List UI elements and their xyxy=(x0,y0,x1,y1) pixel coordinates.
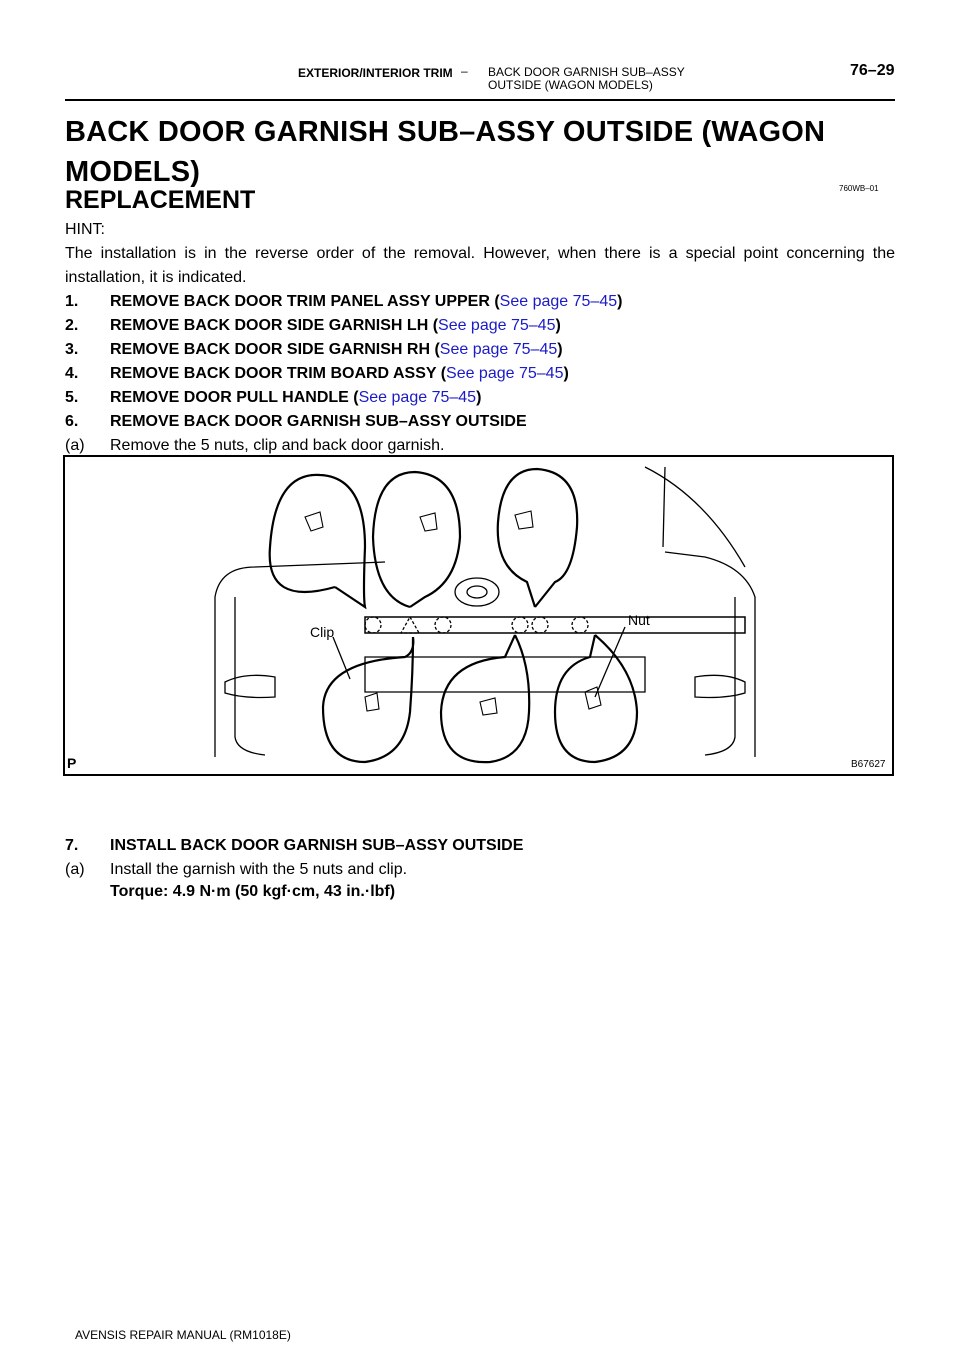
substep-a-install xyxy=(65,858,407,882)
header-subsection-line1: BACK DOOR GARNISH SUB–ASSY xyxy=(488,65,685,79)
substep-text: Install the garnish with the 5 nuts and clip. xyxy=(110,861,408,878)
see-page-link[interactable]: See page 75–45 xyxy=(446,365,564,382)
step-text: REMOVE BACK DOOR GARNISH SUB–ASSY OUTSIDE xyxy=(110,413,527,430)
corner-mark: P xyxy=(67,755,77,771)
hint-body: The installation is in the reverse order of the removal. However, when there is a special point concerning the installation, it is indicated. xyxy=(65,245,895,286)
step-text: REMOVE BACK DOOR SIDE GARNISH RH ( xyxy=(110,341,440,358)
step-close: ) xyxy=(563,365,569,382)
see-page-link[interactable]: See page 75–45 xyxy=(438,317,556,334)
step-text: REMOVE BACK DOOR TRIM PANEL ASSY UPPER ( xyxy=(110,293,500,310)
callout-bubble-lower-2 xyxy=(441,635,529,762)
emblem-icon xyxy=(455,578,499,606)
left-lamp-lens xyxy=(225,675,275,697)
header-rule xyxy=(65,99,895,101)
nut-marker xyxy=(435,617,451,633)
step-number: 4. xyxy=(65,365,79,382)
step-close: ) xyxy=(617,293,623,310)
header-separator: – xyxy=(461,64,468,78)
hint-label: HINT: xyxy=(65,221,105,238)
illustration-frame xyxy=(63,455,894,776)
clip-marker xyxy=(401,617,419,633)
step-4 xyxy=(65,362,569,386)
callout-bubble-upper-1 xyxy=(270,475,365,607)
car-window-line xyxy=(663,467,665,547)
step-1 xyxy=(65,290,622,314)
clip-detail xyxy=(305,512,323,531)
label-nut: Nut xyxy=(628,612,650,628)
license-plate-recess xyxy=(365,657,645,692)
header-subsection-line2: OUTSIDE (WAGON MODELS) xyxy=(488,78,653,92)
step-close: ) xyxy=(557,341,563,358)
label-clip: Clip xyxy=(310,624,335,640)
nut-marker xyxy=(365,617,381,633)
substep-letter: (a) xyxy=(65,437,85,454)
torque-spec: Torque: 4.9 N·m (50 kgf·cm, 43 in.·lbf) xyxy=(110,883,396,900)
step-text: INSTALL BACK DOOR GARNISH SUB–ASSY OUTSIDE xyxy=(110,837,524,854)
step-number: 1. xyxy=(65,293,79,310)
page-number: 76–29 xyxy=(850,62,895,79)
nut-marker xyxy=(572,617,588,633)
see-page-link[interactable]: See page 75–45 xyxy=(358,389,477,406)
callout-bubble-upper-2 xyxy=(373,472,460,607)
nut-detail xyxy=(480,698,497,715)
substep-letter: (a) xyxy=(65,861,85,878)
page-title: BACK DOOR GARNISH SUB–ASSY OUTSIDE (WAGON MODELS) xyxy=(65,116,826,188)
nut-detail xyxy=(515,511,533,529)
section-heading: REPLACEMENT xyxy=(65,186,256,214)
nut-marker xyxy=(532,617,548,633)
step-close: ) xyxy=(555,317,561,334)
garnish-bar xyxy=(365,617,745,633)
header-subsection xyxy=(488,66,685,92)
substep-text: Remove the 5 nuts, clip and back door garnish. xyxy=(110,437,445,454)
step-number: 7. xyxy=(65,837,79,854)
right-lamp-lens xyxy=(695,675,745,697)
see-page-link[interactable]: See page 75–45 xyxy=(499,293,618,310)
nut-marker xyxy=(512,617,528,633)
step-number: 2. xyxy=(65,317,79,334)
step-5 xyxy=(65,386,481,410)
step-7 xyxy=(65,834,523,858)
callout-bubble-upper-3 xyxy=(498,469,577,607)
back-door-illustration xyxy=(65,457,892,774)
callout-bubble-lower-1 xyxy=(323,637,413,762)
callout-bubble-lower-3 xyxy=(555,635,637,762)
step-text: REMOVE DOOR PULL HANDLE ( xyxy=(110,389,359,406)
see-page-link[interactable]: See page 75–45 xyxy=(439,341,558,358)
step-6 xyxy=(65,410,527,434)
step-close: ) xyxy=(476,389,482,406)
step-text: REMOVE BACK DOOR SIDE GARNISH LH ( xyxy=(110,317,439,334)
figure-id: B67627 xyxy=(851,759,886,770)
clip-detail xyxy=(365,693,379,711)
step-3 xyxy=(65,338,563,362)
car-right-window-edge xyxy=(645,467,745,567)
doc-id: 760WB–01 xyxy=(839,184,879,193)
step-text: REMOVE BACK DOOR TRIM BOARD ASSY ( xyxy=(110,365,447,382)
header-section: EXTERIOR/INTERIOR TRIM xyxy=(298,66,453,80)
footer: AVENSIS REPAIR MANUAL (RM1018E) xyxy=(75,1328,291,1342)
step-number: 5. xyxy=(65,389,79,406)
car-right-pillar xyxy=(665,552,755,757)
nut-detail xyxy=(585,687,601,709)
step-number: 3. xyxy=(65,341,79,358)
step-number: 6. xyxy=(65,413,79,430)
nut-detail xyxy=(420,513,437,531)
step-2 xyxy=(65,314,561,338)
